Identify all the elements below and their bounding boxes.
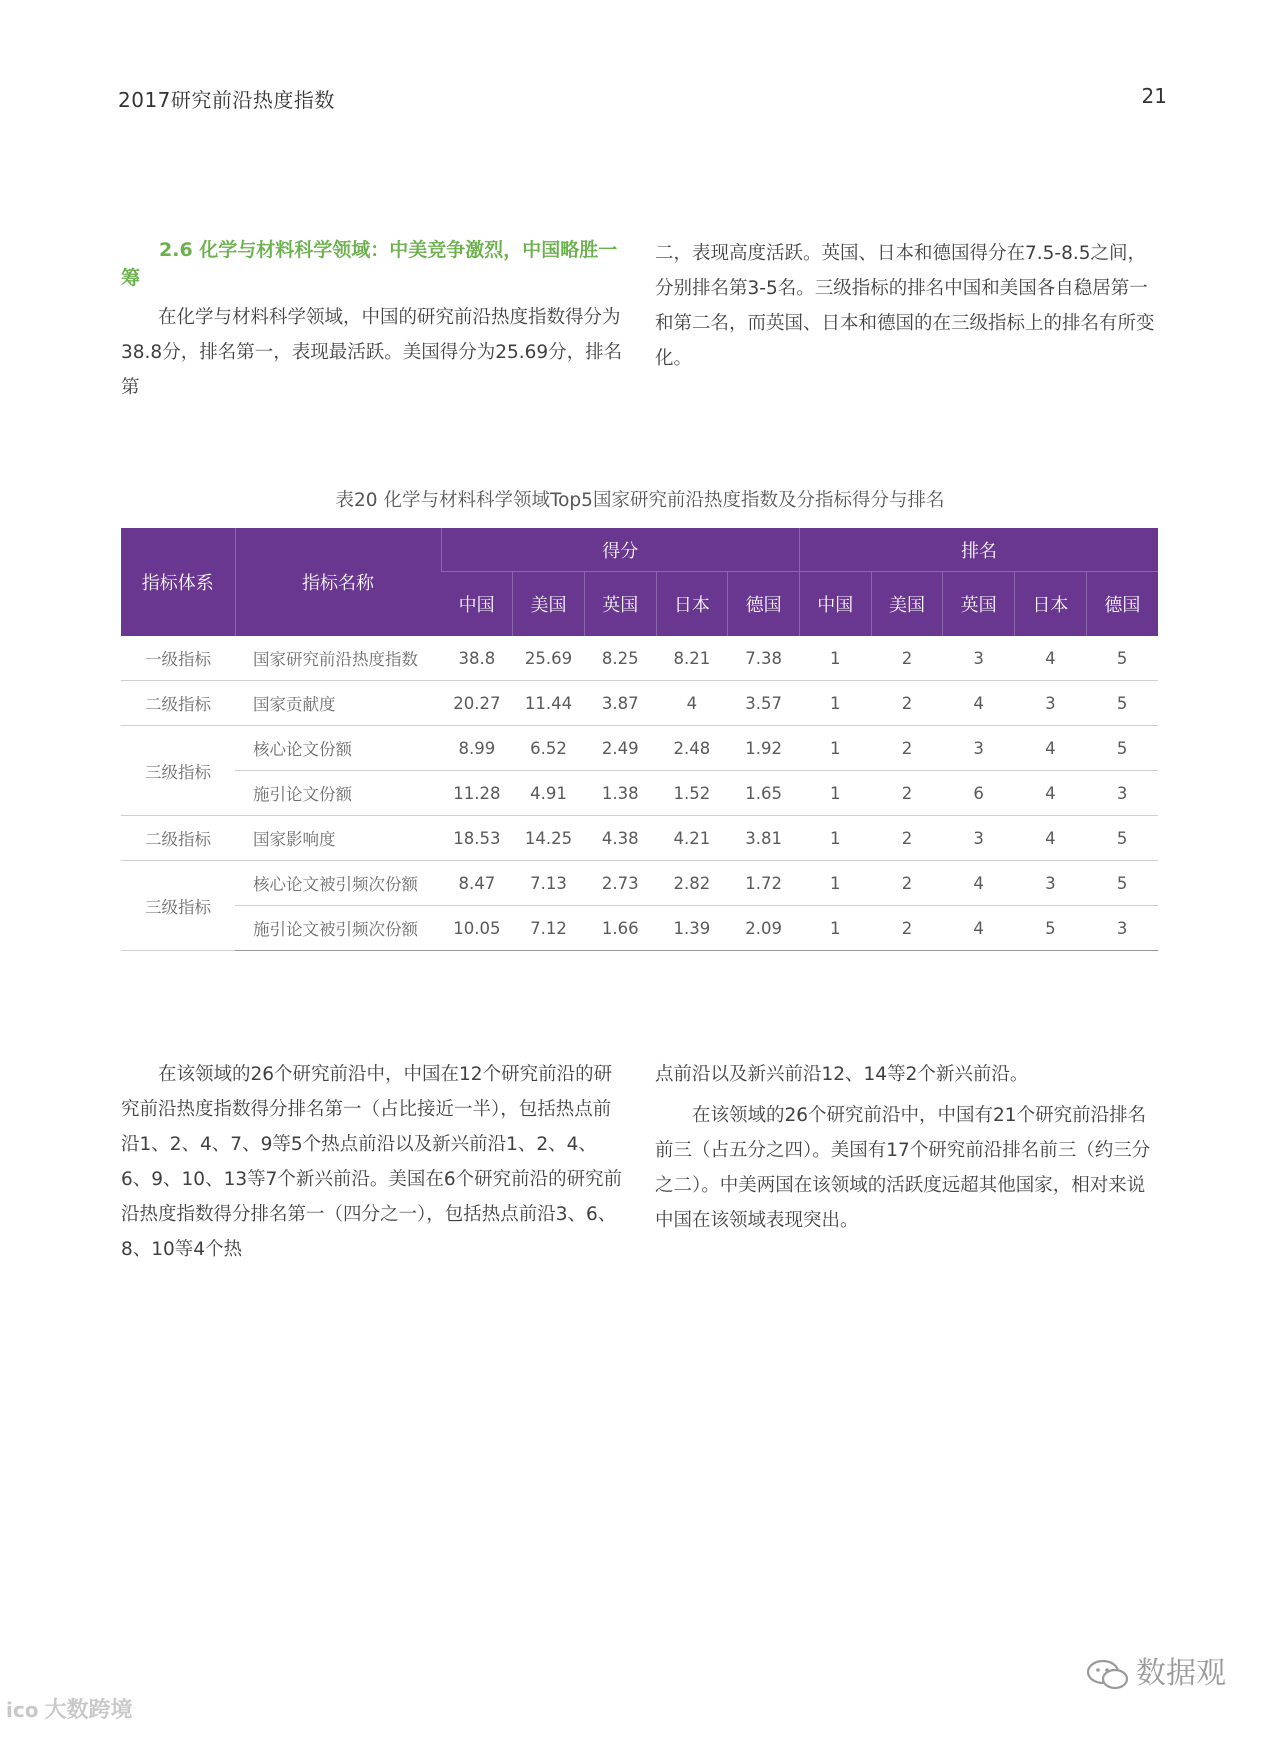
rank-cell: 4 (943, 906, 1015, 951)
header-country: 日本 (1015, 572, 1087, 637)
score-cell: 7.12 (513, 906, 585, 951)
indicator-name: 国家影响度 (235, 816, 441, 861)
rank-cell: 1 (799, 636, 871, 681)
rank-cell: 1 (799, 681, 871, 726)
level-cell: 二级指标 (121, 816, 235, 861)
level-cell: 三级指标 (121, 861, 235, 951)
header-country: 美国 (513, 572, 585, 637)
score-cell: 2.49 (584, 726, 656, 771)
score-cell: 4.21 (656, 816, 728, 861)
rank-cell: 1 (799, 771, 871, 816)
indicator-name: 国家研究前沿热度指数 (235, 636, 441, 681)
score-cell: 1.65 (728, 771, 800, 816)
indicator-name: 国家贡献度 (235, 681, 441, 726)
header-country: 德国 (728, 572, 800, 637)
score-cell: 8.25 (584, 636, 656, 681)
score-cell: 20.27 (441, 681, 513, 726)
rank-cell: 3 (1086, 906, 1158, 951)
body-left-column (121, 1057, 626, 1267)
rank-cell: 3 (1015, 861, 1087, 906)
rank-cell: 1 (799, 906, 871, 951)
rank-cell: 4 (943, 681, 1015, 726)
indicator-name: 核心论文份额 (235, 726, 441, 771)
score-cell: 38.8 (441, 636, 513, 681)
rank-cell: 5 (1086, 681, 1158, 726)
watermark-left-text: 大数跨境 (44, 1698, 133, 1723)
score-cell: 25.69 (513, 636, 585, 681)
rank-cell: 5 (1086, 726, 1158, 771)
indicator-name: 施引论文被引频次份额 (235, 906, 441, 951)
rank-cell: 5 (1086, 861, 1158, 906)
score-cell: 14.25 (513, 816, 585, 861)
header-score: 得分 (441, 528, 799, 572)
score-cell: 7.38 (728, 636, 800, 681)
level-cell: 二级指标 (121, 681, 235, 726)
rank-cell: 2 (871, 636, 943, 681)
rank-cell: 2 (871, 861, 943, 906)
intro-paragraph: 在化学与材料科学领域，中国的研究前沿热度指数得分为38.8分，排名第一，表现最活跃。美国得分为25.69分，排名第 (121, 307, 623, 398)
score-cell: 2.73 (584, 861, 656, 906)
level-cell: 一级指标 (121, 636, 235, 681)
rank-cell: 3 (1086, 771, 1158, 816)
score-cell: 1.66 (584, 906, 656, 951)
indicator-name: 核心论文被引频次份额 (235, 861, 441, 906)
body-paragraph: 在该领域的26个研究前沿中，中国有21个研究前沿排名前三（占五分之四）。美国有17个研究前沿排名前三（约三分之二）。中美两国在该领域的活跃度远超其他国家，相对来说中国在该领域表现突出。 (655, 1105, 1151, 1231)
score-cell: 10.05 (441, 906, 513, 951)
rank-cell: 5 (1086, 816, 1158, 861)
score-cell: 4 (656, 681, 728, 726)
rank-cell: 1 (799, 816, 871, 861)
rank-cell: 3 (943, 726, 1015, 771)
score-cell: 6.52 (513, 726, 585, 771)
level-cell: 三级指标 (121, 726, 235, 816)
table-row (121, 681, 1158, 726)
score-cell: 8.47 (441, 861, 513, 906)
watermark-left (6, 1693, 132, 1724)
score-cell: 2.82 (656, 861, 728, 906)
rank-cell: 2 (871, 906, 943, 951)
header-system: 指标体系 (121, 528, 235, 636)
rank-cell: 1 (799, 726, 871, 771)
intro-paragraph-continued: 二，表现高度活跃。英国、日本和德国得分在7.5-8.5之间，分别排名第3-5名。三级指标的排名中国和美国各自稳居第一和第二名，而英国、日本和德国的在三级指标上的排名有所变化。 (655, 243, 1155, 369)
intro-left-column (121, 236, 626, 405)
score-cell: 7.13 (513, 861, 585, 906)
header-country: 美国 (871, 572, 943, 637)
running-title: 2017研究前沿热度指数 (118, 88, 335, 112)
indicator-name: 施引论文份额 (235, 771, 441, 816)
rank-cell: 5 (1086, 636, 1158, 681)
score-rank-table (121, 528, 1158, 951)
table-row (121, 726, 1158, 771)
wechat-bubble-icon (1086, 1658, 1130, 1692)
rank-cell: 4 (1015, 816, 1087, 861)
rank-cell: 4 (943, 861, 1015, 906)
body-paragraph-continued: 点前沿以及新兴前沿12、14等2个新兴前沿。 (655, 1064, 1029, 1085)
header-rank: 排名 (799, 528, 1158, 572)
score-cell: 3.81 (728, 816, 800, 861)
rank-cell: 4 (1015, 636, 1087, 681)
watermark-right (1086, 1648, 1226, 1692)
score-cell: 1.38 (584, 771, 656, 816)
header-country: 英国 (943, 572, 1015, 637)
rank-cell: 4 (1015, 771, 1087, 816)
header-country: 中国 (799, 572, 871, 637)
rank-cell: 5 (1015, 906, 1087, 951)
table-caption: 表20 化学与材料科学领域Top5国家研究前沿热度指数及分指标得分与排名 (335, 490, 945, 511)
header-country: 日本 (656, 572, 728, 637)
table-row (121, 906, 1158, 951)
score-cell: 1.72 (728, 861, 800, 906)
rank-cell: 4 (1015, 726, 1087, 771)
rank-cell: 3 (1015, 681, 1087, 726)
score-cell: 2.09 (728, 906, 800, 951)
score-cell: 1.52 (656, 771, 728, 816)
rank-cell: 2 (871, 726, 943, 771)
score-cell: 2.48 (656, 726, 728, 771)
score-cell: 11.28 (441, 771, 513, 816)
table-row (121, 771, 1158, 816)
score-cell: 11.44 (513, 681, 585, 726)
score-cell: 8.99 (441, 726, 513, 771)
rank-cell: 1 (799, 861, 871, 906)
table-row (121, 816, 1158, 861)
score-cell: 3.87 (584, 681, 656, 726)
score-cell: 8.21 (656, 636, 728, 681)
ico-logo-icon: ico (6, 1698, 39, 1722)
score-cell: 4.38 (584, 816, 656, 861)
body-paragraph: 在该领域的26个研究前沿中，中国在12个研究前沿的研究前沿热度指数得分排名第一（占比接近一半），包括热点前沿1、2、4、7、9等5个热点前沿以及新兴前沿1、2、4、6、9、10、13等7个新兴前沿。美国在6个研究前沿的研究前沿热度指数得分排名第一（四分之一），包括热点前沿3、6、8、10等4个热 (121, 1064, 623, 1260)
header-country: 英国 (584, 572, 656, 637)
header-country: 德国 (1086, 572, 1158, 637)
intro-right-column (655, 236, 1160, 376)
score-cell: 4.91 (513, 771, 585, 816)
score-cell: 1.39 (656, 906, 728, 951)
rank-cell: 2 (871, 681, 943, 726)
section-heading: 2.6 化学与材料科学领域：中美竞争激烈，中国略胜一筹 (121, 239, 618, 289)
rank-cell: 3 (943, 636, 1015, 681)
watermark-right-text: 数据观 (1136, 1656, 1226, 1691)
score-cell: 18.53 (441, 816, 513, 861)
page-number: 21 (1141, 84, 1167, 108)
score-cell: 3.57 (728, 681, 800, 726)
table-row (121, 861, 1158, 906)
table-row (121, 636, 1158, 681)
rank-cell: 6 (943, 771, 1015, 816)
rank-cell: 3 (943, 816, 1015, 861)
rank-cell: 2 (871, 816, 943, 861)
score-cell: 1.92 (728, 726, 800, 771)
header-country: 中国 (441, 572, 513, 637)
header-name: 指标名称 (235, 528, 441, 636)
body-right-column (655, 1057, 1160, 1238)
rank-cell: 2 (871, 771, 943, 816)
